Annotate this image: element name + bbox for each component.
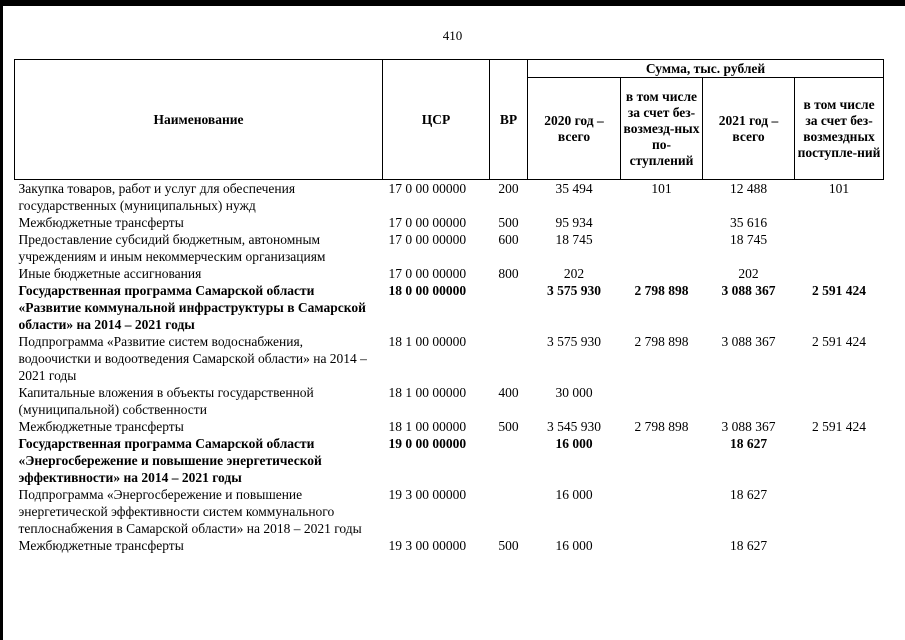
row-vr: 400 — [498, 385, 519, 400]
row-csr: 18 1 00 00000 — [388, 385, 467, 400]
row-2020-total: 35 494 — [555, 181, 593, 196]
row-2020-gratuitous — [621, 265, 703, 282]
row-2021-gratuitous: 2 591 424 — [812, 334, 867, 349]
header-2020-total: 2020 год – всего — [528, 78, 621, 180]
table-row — [15, 435, 884, 486]
row-2020-gratuitous — [621, 537, 703, 554]
row-2021-total: 18 627 — [729, 436, 768, 451]
row-csr: 19 3 00 00000 — [388, 487, 467, 502]
row-vr — [490, 435, 528, 486]
page-number: 410 — [442, 28, 463, 43]
row-2020-total: 202 — [563, 266, 585, 281]
row-2020-total: 3 575 930 — [547, 334, 601, 349]
row-2021-gratuitous — [795, 486, 884, 537]
row-vr: 800 — [498, 266, 519, 281]
row-2021-total: 18 627 — [729, 538, 768, 553]
table-row — [15, 486, 884, 537]
row-name: Государственная программа Самарской области «Развитие коммунальной инфраструктуры в Самарской области» на 2014 – 2021 годы — [18, 283, 366, 332]
row-2020-gratuitous — [621, 231, 703, 265]
row-2020-total: 95 934 — [555, 215, 593, 230]
table-body — [15, 180, 884, 555]
scan-left-border — [0, 0, 3, 640]
table-row — [15, 231, 884, 265]
row-2020-total: 3 575 930 — [547, 283, 601, 298]
row-name: Межбюджетные трансферты — [18, 538, 184, 553]
row-vr: 500 — [498, 215, 519, 230]
row-2021-total: 3 088 367 — [721, 419, 776, 434]
row-csr: 17 0 00 00000 — [388, 266, 467, 281]
header-sum-group: Сумма, тыс. рублей — [528, 60, 884, 78]
row-2021-gratuitous: 2 591 424 — [812, 283, 867, 298]
row-csr: 19 3 00 00000 — [388, 538, 467, 553]
row-2020-total: 16 000 — [555, 538, 593, 553]
row-2021-total: 18 745 — [729, 232, 768, 247]
row-2021-gratuitous: 2 591 424 — [812, 419, 867, 434]
table-row — [15, 384, 884, 418]
row-2021-total: 12 488 — [729, 181, 768, 196]
table-row — [15, 418, 884, 435]
row-2021-gratuitous — [795, 435, 884, 486]
row-name: Подпрограмма «Развитие систем водоснабжения, водоочистки и водоотведения Самарской области» на 2014 – 2021 годы — [18, 334, 367, 383]
header-2020-gratuitous: в том числе за счет без-возмезд-ных по-ступлений — [621, 78, 703, 180]
row-csr: 19 0 00 00000 — [388, 436, 467, 451]
header-2021-total: 2021 год – всего — [703, 78, 795, 180]
row-name: Капитальные вложения в объекты государственной (муниципальной) собственности — [18, 385, 314, 417]
row-vr: 500 — [498, 419, 519, 434]
row-2021-total: 202 — [738, 266, 759, 281]
row-vr — [490, 333, 528, 384]
row-2020-gratuitous: 2 798 898 — [634, 283, 689, 298]
row-csr: 18 1 00 00000 — [388, 334, 467, 349]
row-2020-gratuitous — [621, 384, 703, 418]
row-2020-gratuitous — [621, 435, 703, 486]
row-2021-total: 18 627 — [729, 487, 768, 502]
table-row — [15, 265, 884, 282]
row-name: Подпрограмма «Энергосбережение и повышение энергетической эффективности систем коммунального теплоснабжения в Самарской области» на 2018 – 2021 годы — [18, 487, 362, 536]
row-2020-total: 3 545 930 — [547, 419, 601, 434]
table-row — [15, 537, 884, 554]
row-csr: 17 0 00 00000 — [388, 232, 467, 247]
row-2020-gratuitous — [621, 214, 703, 231]
row-2021-total: 3 088 367 — [721, 283, 776, 298]
row-vr: 200 — [498, 181, 519, 196]
row-2020-total: 16 000 — [555, 487, 593, 502]
row-name: Закупка товаров, работ и услуг для обеспечения государственных (муниципальных) нужд — [18, 181, 296, 213]
row-csr: 18 1 00 00000 — [388, 419, 467, 434]
table-row — [15, 180, 884, 215]
header-name: Наименование — [15, 60, 383, 180]
row-2021-gratuitous: 101 — [828, 181, 850, 196]
row-name: Межбюджетные трансферты — [18, 215, 184, 230]
row-2021-gratuitous — [795, 214, 884, 231]
row-name: Межбюджетные трансферты — [18, 419, 184, 434]
row-2021-gratuitous — [795, 384, 884, 418]
row-name: Предоставление субсидий бюджетным, автономным учреждениям и иным некоммерческим организациям — [18, 232, 326, 264]
row-name: Иные бюджетные ассигнования — [18, 266, 202, 281]
row-2020-gratuitous: 101 — [651, 181, 672, 196]
header-vr: ВР — [490, 60, 528, 180]
row-2020-total: 30 000 — [555, 385, 593, 400]
header-2021-gratuitous: в том числе за счет без-возмездных поступле-ний — [795, 78, 884, 180]
table-row — [15, 333, 884, 384]
row-2021-gratuitous — [795, 537, 884, 554]
scan-top-border — [0, 0, 905, 6]
row-2020-gratuitous: 2 798 898 — [634, 334, 689, 349]
row-2021-total: 3 088 367 — [721, 334, 776, 349]
row-2021-total — [703, 384, 795, 418]
row-2020-gratuitous — [621, 486, 703, 537]
row-csr: 17 0 00 00000 — [388, 215, 467, 230]
row-2020-total: 16 000 — [555, 436, 593, 451]
budget-table — [14, 59, 884, 554]
row-csr: 17 0 00 00000 — [388, 181, 467, 196]
row-vr — [490, 282, 528, 333]
row-2021-gratuitous — [795, 231, 884, 265]
table-row — [15, 282, 884, 333]
header-csr: ЦСР — [383, 60, 490, 180]
row-vr: 600 — [498, 232, 519, 247]
row-name: Государственная программа Самарской области «Энергосбережение и повышение энергетической эффективности» на 2014 – 2021 годы — [18, 436, 322, 485]
table-header — [15, 60, 884, 180]
row-vr: 500 — [498, 538, 519, 553]
row-2020-gratuitous: 2 798 898 — [634, 419, 689, 434]
row-2020-total: 18 745 — [555, 232, 593, 247]
table-row — [15, 214, 884, 231]
row-2021-total: 35 616 — [729, 215, 768, 230]
row-2021-gratuitous — [795, 265, 884, 282]
row-vr — [490, 486, 528, 537]
row-csr: 18 0 00 00000 — [388, 283, 467, 298]
